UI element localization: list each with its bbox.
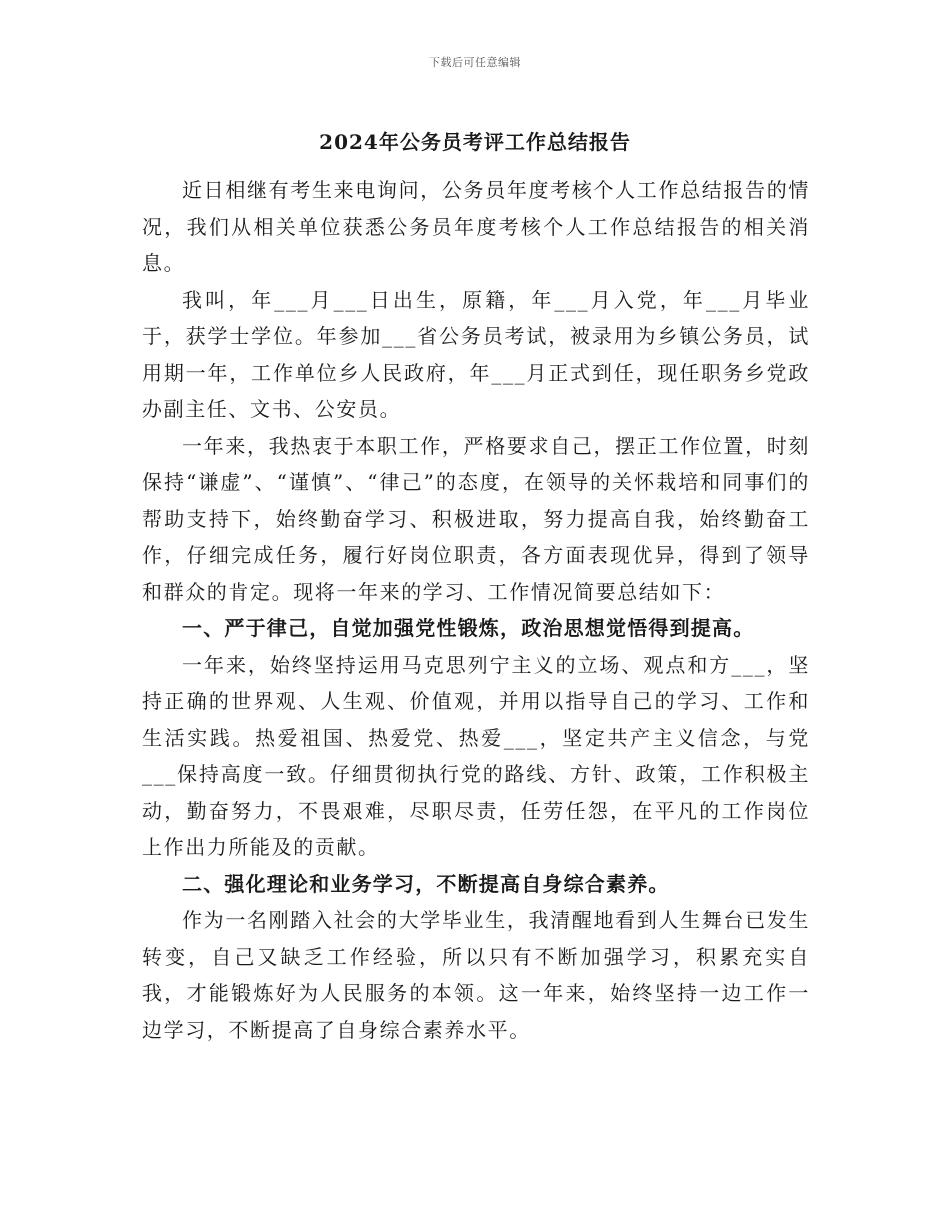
paragraph-intro: 近日相继有考生来电询问，公务员年度考核个人工作总结报告的情况，我们从相关单位获悉公务员年度考核个人工作总结报告的相关消息。: [142, 178, 810, 275]
section-heading-1: 一、严于律己，自觉加强党性锻炼，政治思想觉悟得到提高。: [182, 616, 755, 640]
paragraph-summary: 一年来，我热衷于本职工作，严格要求自己，摆正工作位置，时刻保持“谦虚”、“谨慎”、“律己”的态度，在领导的关怀栽培和同事们的帮助支持下，始终勤奋学习、积极进取，努力提高自我，始终勤奋工作，仔细完成任务，履行好岗位职责，各方面表现优异，得到了领导和群众的肯定。现将一年来的学习、工作情况简要总结如下：: [142, 433, 810, 604]
section-heading-2: 二、强化理论和业务学习，不断提高自身综合素养。: [182, 871, 670, 896]
document-body: [142, 172, 810, 1048]
paragraph-section-2: 作为一名刚踏入社会的大学毕业生，我清醒地看到人生舞台已发生转变，自己又缺乏工作经验，所以只有不断加强学习，积累充实自我，才能锻炼好为人民服务的本领。这一年来，始终坚持一边工作一边学习，不断提高了自身综合素养水平。: [142, 908, 810, 1042]
header-note: 下载后可任意编辑: [429, 56, 521, 69]
paragraph-personal-info: 我叫，年___月___日出生，原籍，年___月入党，年___月毕业于，获学士学位。年参加___省公务员考试，被录用为乡镇公务员，试用期一年，工作单位乡人民政府，年___月正式到任，现任职务乡党政办副主任、文书、公安员。: [142, 287, 810, 421]
document-title: 2024年公务员考评工作总结报告: [319, 130, 631, 154]
paragraph-section-1: 一年来，始终坚持运用马克思列宁主义的立场、观点和方___，坚持正确的世界观、人生观、价值观，并用以指导自己的学习、工作和生活实践。热爱祖国、热爱党、热爱___，坚定共产主义信念，与党___保持高度一致。仔细贯彻执行党的路线、方针、政策，工作积极主动，勤奋努力，不畏艰难，尽职尽责，任劳任怨，在平凡的工作岗位上作出力所能及的贡献。: [142, 652, 810, 859]
